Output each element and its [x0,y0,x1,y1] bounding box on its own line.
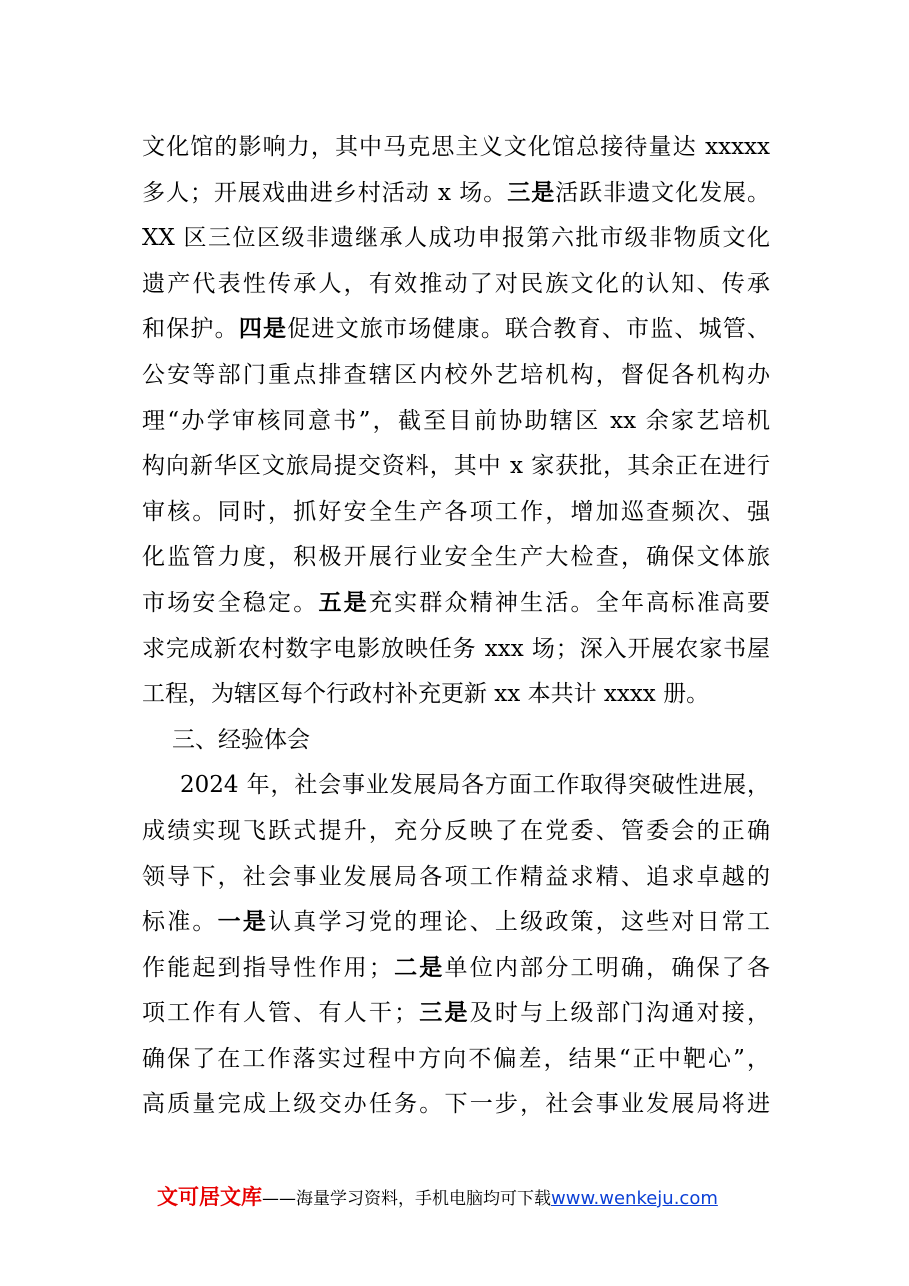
text-run: 成绩实现飞跃式提升，充分反映了在党委、管委会的正确 [142,817,770,844]
bold-phrase: 三是 [417,1000,470,1027]
text-run: 构向新华区文旅局提交资料，其中 x 家获批，其余正在进行 [142,453,770,480]
text-line [142,763,770,809]
section-heading [142,718,770,764]
text-line [142,809,770,855]
text-line [142,125,770,171]
text-run: 领导下，社会事业发展局各项工作精益求精、追求卓越的 [142,863,770,890]
text-line [142,1082,770,1128]
bold-phrase: 五是 [318,589,369,616]
text-run: 2024 年，社会事业发展局各方面工作取得突破性进展， [180,772,770,799]
text-run: 认真学习党的理论、上级政策，这些对日常工 [268,909,771,936]
text-run: 公安等部门重点排查辖区内校外艺培机构，督促各机构办 [142,361,770,388]
text-run: 作能起到指导性作用； [142,954,392,981]
text-run: 活跃非遗文化发展。 [555,179,771,206]
text-run: 标准。 [142,909,218,936]
text-run: 单位内部分工明确，确保了各 [444,954,771,981]
text-line [142,444,770,490]
text-line [142,855,770,901]
text-run: 遗产代表性传承人，有效推动了对民族文化的认知、传承 [142,270,770,297]
text-run: 充实群众精神生活。全年高标准高要 [368,589,771,616]
text-line [142,991,770,1037]
footer-tagline: ——海量学习资料，手机电脑均可下载 [262,1189,551,1209]
text-run: 项工作有人管、有人干； [142,1000,418,1027]
footer-banner [157,1183,718,1211]
footer-link[interactable]: www.wenkeju.com [551,1188,718,1209]
text-line [142,672,770,718]
text-run: 确保了在工作落实过程中方向不偏差，结果“正中靶心”， [142,1045,770,1072]
text-run: 理“办学审核同意书”，截至目前协助辖区 xx 余家艺培机 [142,407,770,434]
text-run: 促进文旅市场健康。联合教育、市监、城管、 [287,316,771,343]
text-line [142,307,770,353]
text-run: XX 区三位区级非遗继承人成功申报第六批市级非物质文化 [142,225,770,252]
bold-phrase: 三是 [507,179,556,206]
text-line [142,627,770,673]
text-run: 高质量完成上级交办任务。下一步，社会事业发展局将进 [142,1091,770,1118]
text-line [142,262,770,308]
bold-phrase: 一是 [217,909,269,936]
text-line [142,900,770,946]
text-run: 文化馆的影响力，其中马克思主义文化馆总接待量达 xxxxx [142,134,770,160]
text-run: 审核。同时，抓好安全生产各项工作，增加巡查频次、强 [142,498,770,525]
text-line [142,535,770,581]
text-line [142,399,770,445]
text-run: 和保护。 [142,316,239,343]
footer-brand: 文可居文库 [157,1185,262,1209]
text-line [142,946,770,992]
text-line [142,353,770,399]
bold-phrase: 四是 [238,316,288,343]
bold-phrase: 二是 [391,954,445,981]
text-run: 三、经验体会 [172,726,310,753]
text-line [142,490,770,536]
text-line [142,1037,770,1083]
text-run: 市场安全稳定。 [142,589,319,616]
text-run: 多人；开展戏曲进乡村活动 x 场。 [142,179,508,206]
document-body [142,125,770,1128]
text-line [142,171,770,217]
text-run: 工程，为辖区每个行政村补充更新 xx 本共计 xxxx 册。 [142,681,710,708]
text-run: 求完成新农村数字电影放映任务 xxx 场；深入开展农家书屋 [142,635,770,662]
text-line [142,581,770,627]
text-run: 化监管力度，积极开展行业安全生产大检查，确保文体旅 [142,544,770,571]
text-run: 及时与上级部门沟通对接， [469,1000,771,1027]
text-line [142,216,770,262]
